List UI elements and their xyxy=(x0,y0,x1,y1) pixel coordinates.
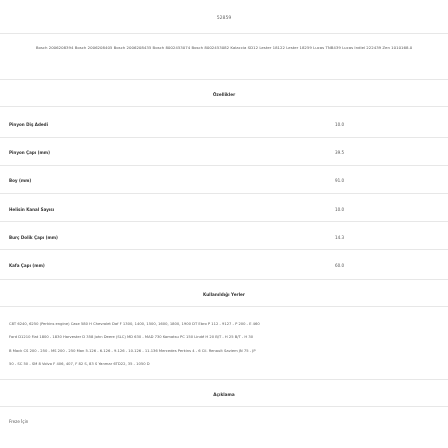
divider xyxy=(0,379,448,380)
divider xyxy=(0,137,448,138)
usage-line: B Mack CS 200 - 250 - MS 200 - 250 Man 5.126 - 6.126 - 9.126 - 10.126 - 11.136 Mercedes Perkins 4 - 6 Cil. Renault Saviem JN 75 - JP xyxy=(9,348,256,353)
spec-value-pinion-diameter: 39.5 xyxy=(335,150,345,155)
divider xyxy=(0,193,448,194)
usage-line: C8T 6240, 6250 (Perkins engine) Case 580 H Chevrolet Daf F 1300, 1400, 1500, 1600, 1800, 1900 DT Ebro P 112 - 9127 - P 200 - E 460 xyxy=(9,322,260,326)
divider xyxy=(0,279,448,280)
description-text: Freze İçin xyxy=(9,419,29,424)
cross-references: Bosch 2006208394 Bosch 2006208405 Bosch 2006208435 Bosch 8002453074 Bosch 8002453082 Kalaccia SD12 Lester 18122 Lester 18259 Lucas TNB439 Lucas Indiel 222439 Zen 1010168.0 xyxy=(35,45,413,50)
spec-value-head-diameter: 60.0 xyxy=(335,263,345,268)
spec-label-pinion-diameter: Pinyon Çapı (mm) xyxy=(9,150,50,155)
spec-label-bushing-diameter: Burç Dolik Çapı (mm) xyxy=(9,235,58,240)
divider xyxy=(0,406,448,407)
spec-label-head-diameter: Kafa Çapı (mm) xyxy=(9,263,45,268)
description-heading: Açıklama xyxy=(213,392,235,397)
spec-value-length: 91.0 xyxy=(335,178,345,183)
divider xyxy=(0,165,448,166)
spec-label-helix-grooves: Helisin Kanal Sayısı xyxy=(9,207,55,212)
usage-list xyxy=(9,318,439,371)
product-code: 52859 xyxy=(216,16,232,21)
spec-label-length: Boy (mm) xyxy=(9,178,32,183)
spec-value-bushing-diameter: 14.3 xyxy=(335,235,345,240)
spec-value-helix-grooves: 10.0 xyxy=(335,207,345,212)
divider xyxy=(0,221,448,222)
divider xyxy=(0,249,448,250)
divider xyxy=(0,306,448,307)
usage-line: Ford D1210 Fiat 1800 - 1830 Harvester D 358 John Deere (SLC) MD 630 - MAD 730 Komatsu PC 150 Lindé H 20 B/T - H 25 B/T - H 30 xyxy=(9,335,254,340)
usage-heading: Kullanıldığı Yerler xyxy=(203,292,245,297)
divider xyxy=(0,33,448,34)
spec-value-pinion-teeth: 10.0 xyxy=(335,122,345,127)
specs-heading: Özellikler xyxy=(212,92,236,97)
divider xyxy=(0,79,448,80)
usage-line: 50 - SC 50 - SM 8 Volvo F 406, 407, F 82 S, 83 S Yanmar 6TD22, 35 - 1050 D xyxy=(9,361,150,366)
divider xyxy=(0,106,448,107)
spec-label-pinion-teeth: Pinyon Diş Adedi xyxy=(9,122,49,127)
